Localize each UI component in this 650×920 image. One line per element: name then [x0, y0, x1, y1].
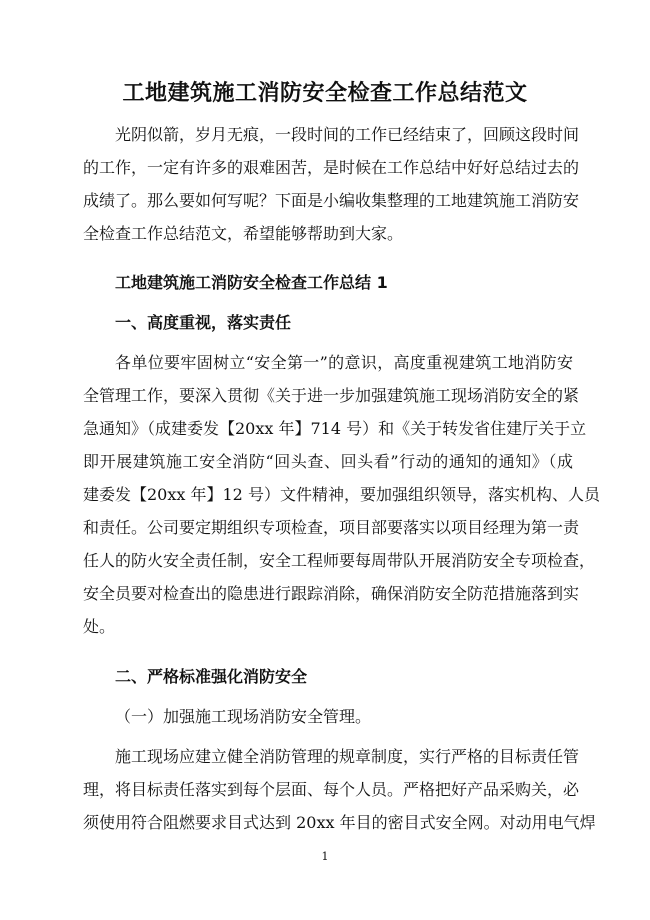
page-number: 1	[321, 850, 329, 863]
paragraph-line: 安全员要对检查出的隐患进行跟踪消除，确保消防安全防范措施落到实	[83, 584, 580, 603]
paragraph-line: 理，将目标责任落实到每个层面、每个人员。严格把好产品采购关，必	[83, 780, 580, 799]
paragraph-line: 急通知》（成建委发【20xx 年】714 号）和《关于转发省住建厅关于立	[83, 419, 587, 438]
intro-line: 的工作，一定有许多的艰难困苦，是时候在工作总结中好好总结过去的	[83, 158, 580, 177]
subheading-1: （一）加强施工现场消防安全管理。	[115, 707, 372, 726]
paragraph-line: 任人的防火安全责任制，安全工程师要每周带队开展消防安全专项检查，	[83, 551, 596, 570]
paragraph-line: 各单位要牢固树立“安全第一”的意识，高度重视建筑工地消防安	[115, 353, 573, 372]
paragraph-line: 即开展建筑施工安全消防“回头查、回头看”行动的通知的通知》（成	[83, 452, 573, 471]
paragraph-line: 施工现场应建立健全消防管理的规章制度，实行严格的目标责任管	[115, 747, 580, 766]
heading-2: 二、严格标准强化消防安全	[115, 667, 308, 686]
intro-line: 全检查工作总结范文，希望能够帮助到大家。	[83, 224, 404, 243]
paragraph-line: 建委发【20xx 年】12 号）文件精神，要加强组织领导，落实机构、人员	[83, 485, 600, 504]
intro-line: 成绩了。那么要如何写呢？下面是小编收集整理的工地建筑施工消防安	[83, 191, 580, 210]
paragraph-line: 处。	[83, 617, 116, 636]
heading-1: 一、高度重视，落实责任	[115, 313, 292, 332]
paragraph-line: 和责任。公司要定期组织专项检查，项目部要落实以项目经理为第一责	[83, 518, 580, 537]
section-title: 工地建筑施工消防安全检查工作总结 1	[115, 273, 388, 292]
intro-line: 光阴似箭，岁月无痕，一段时间的工作已经结束了，回顾这段时间	[115, 125, 580, 144]
paragraph-line: 全管理工作，要深入贯彻《关于进一步加强建筑施工现场消防安全的紧	[83, 386, 580, 405]
document-title: 工地建筑施工消防安全检查工作总结范文	[122, 81, 528, 106]
paragraph-line: 须使用符合阻燃要求目式达到 20xx 年目的密目式安全网。对动用电气焊	[83, 813, 596, 832]
